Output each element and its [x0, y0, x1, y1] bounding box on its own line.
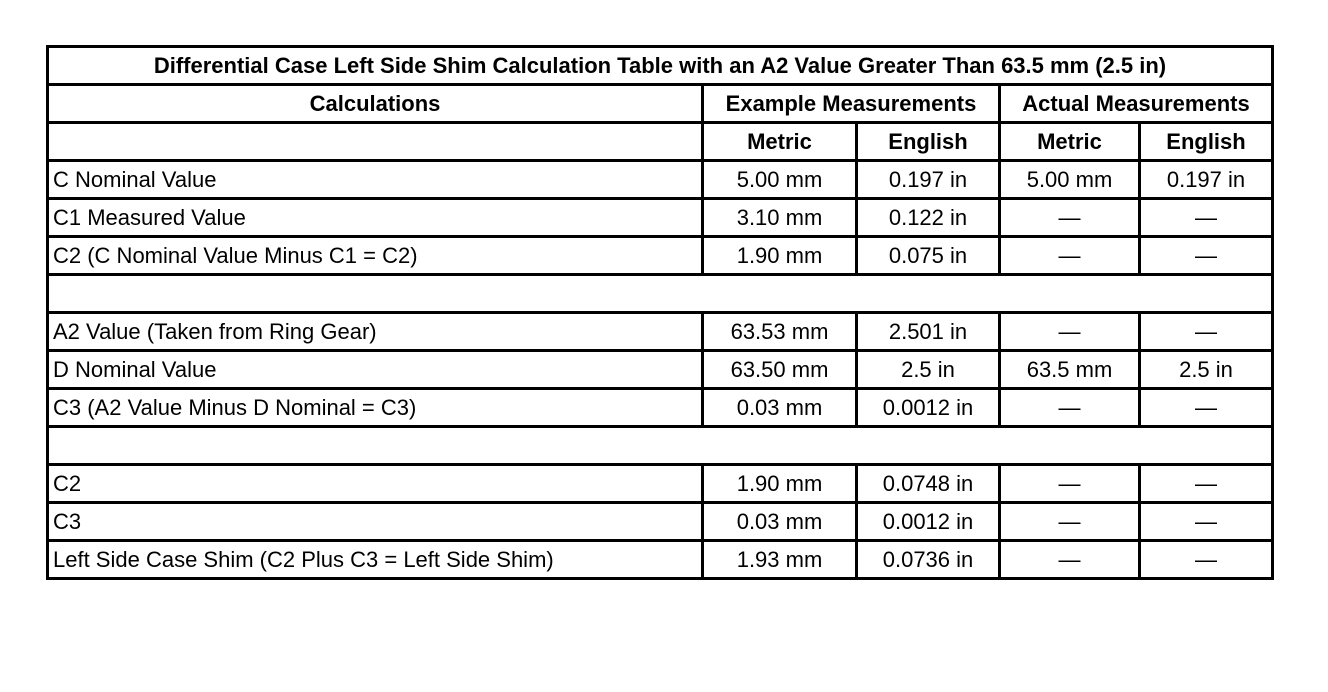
- actual-metric-value: —: [1000, 237, 1140, 275]
- actual-english-value: 0.197 in: [1140, 161, 1273, 199]
- example-metric-value: 63.50 mm: [703, 351, 857, 389]
- actual-metric-value: —: [1000, 199, 1140, 237]
- table-row: [48, 465, 1273, 503]
- example-english-value: 0.197 in: [857, 161, 1000, 199]
- example-english-header: English: [857, 123, 1000, 161]
- actual-english-value: —: [1140, 541, 1273, 579]
- example-english-value: 2.501 in: [857, 313, 1000, 351]
- unit-header-blank: [48, 123, 703, 161]
- spacer-row: [48, 427, 1273, 465]
- example-english-value: 0.122 in: [857, 199, 1000, 237]
- example-metric-value: 1.93 mm: [703, 541, 857, 579]
- spacer-cell: [48, 427, 1273, 465]
- example-metric-value: 0.03 mm: [703, 503, 857, 541]
- actual-english-value: —: [1140, 313, 1273, 351]
- spacer-cell: [48, 275, 1273, 313]
- actual-metric-header: Metric: [1000, 123, 1140, 161]
- table-row: [48, 541, 1273, 579]
- row-label: C3 (A2 Value Minus D Nominal = C3): [48, 389, 703, 427]
- row-label: D Nominal Value: [48, 351, 703, 389]
- example-metric-header: Metric: [703, 123, 857, 161]
- actual-english-value: —: [1140, 389, 1273, 427]
- table-row: [48, 237, 1273, 275]
- actual-metric-value: —: [1000, 503, 1140, 541]
- table-row: [48, 161, 1273, 199]
- actual-english-value: —: [1140, 503, 1273, 541]
- shim-calculation-table: [46, 45, 1274, 580]
- example-english-value: 0.0736 in: [857, 541, 1000, 579]
- example-metric-value: 1.90 mm: [703, 237, 857, 275]
- actual-english-value: 2.5 in: [1140, 351, 1273, 389]
- example-metric-value: 5.00 mm: [703, 161, 857, 199]
- table-row: [48, 389, 1273, 427]
- table-row: [48, 199, 1273, 237]
- example-english-value: 0.0012 in: [857, 389, 1000, 427]
- actual-english-value: —: [1140, 199, 1273, 237]
- actual-metric-value: —: [1000, 313, 1140, 351]
- table-row: [48, 503, 1273, 541]
- table-title: Differential Case Left Side Shim Calculation Table with an A2 Value Greater Than 63.5 mm (2.5 in): [48, 47, 1273, 85]
- actual-metric-value: —: [1000, 389, 1140, 427]
- group-header-row: [48, 85, 1273, 123]
- unit-header-row: [48, 123, 1273, 161]
- row-label: C3: [48, 503, 703, 541]
- actual-metric-value: —: [1000, 465, 1140, 503]
- row-label: A2 Value (Taken from Ring Gear): [48, 313, 703, 351]
- row-label: C2: [48, 465, 703, 503]
- table-title-row: [48, 47, 1273, 85]
- example-metric-value: 63.53 mm: [703, 313, 857, 351]
- spacer-row: [48, 275, 1273, 313]
- calculations-header: Calculations: [48, 85, 703, 123]
- actual-metric-value: 5.00 mm: [1000, 161, 1140, 199]
- table-row: [48, 313, 1273, 351]
- row-label: C Nominal Value: [48, 161, 703, 199]
- example-metric-value: 0.03 mm: [703, 389, 857, 427]
- row-label: C2 (C Nominal Value Minus C1 = C2): [48, 237, 703, 275]
- example-english-value: 0.0012 in: [857, 503, 1000, 541]
- actual-metric-value: —: [1000, 541, 1140, 579]
- example-metric-value: 1.90 mm: [703, 465, 857, 503]
- example-metric-value: 3.10 mm: [703, 199, 857, 237]
- actual-english-value: —: [1140, 465, 1273, 503]
- row-label: C1 Measured Value: [48, 199, 703, 237]
- example-english-value: 0.0748 in: [857, 465, 1000, 503]
- actual-english-header: English: [1140, 123, 1273, 161]
- row-label: Left Side Case Shim (C2 Plus C3 = Left Side Shim): [48, 541, 703, 579]
- example-measurements-header: Example Measurements: [703, 85, 1000, 123]
- example-english-value: 0.075 in: [857, 237, 1000, 275]
- actual-english-value: —: [1140, 237, 1273, 275]
- example-english-value: 2.5 in: [857, 351, 1000, 389]
- actual-measurements-header: Actual Measurements: [1000, 85, 1273, 123]
- table-row: [48, 351, 1273, 389]
- actual-metric-value: 63.5 mm: [1000, 351, 1140, 389]
